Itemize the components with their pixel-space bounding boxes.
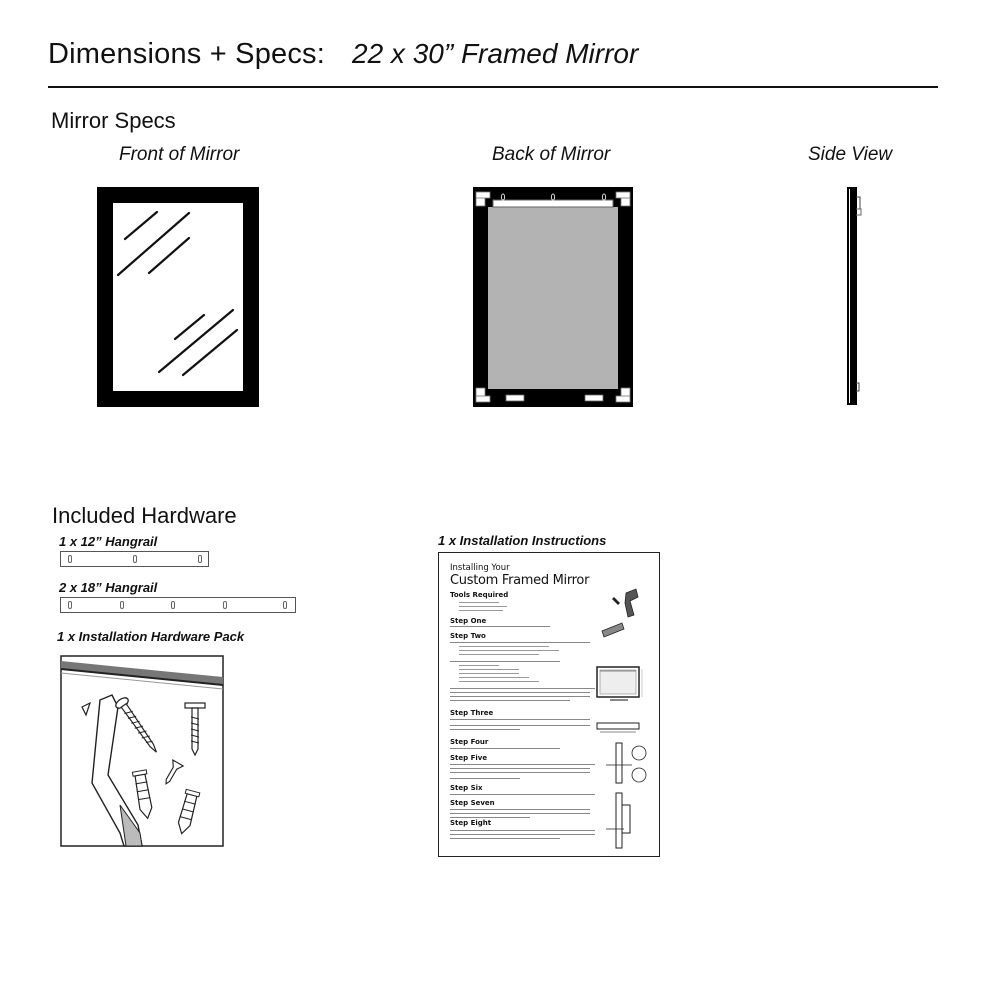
- instructions-document: [438, 552, 660, 857]
- doc-step-2: Step Two: [450, 632, 486, 640]
- doc-step-5: Step Five: [450, 754, 488, 762]
- hangrail-18-label: 2 x 18” Hangrail: [59, 580, 158, 595]
- page-title: Dimensions + Specs:: [48, 38, 326, 70]
- doc-tools-heading: Tools Required: [450, 591, 509, 599]
- doc-step-3: Step Three: [450, 709, 494, 717]
- hangrail-12-illustration: [60, 551, 209, 567]
- instructions-label: 1 x Installation Instructions: [438, 533, 607, 548]
- doc-step-4: Step Four: [450, 738, 489, 746]
- hangrail-18-illustration: [60, 597, 296, 613]
- side-view-label: Side View: [808, 144, 893, 165]
- side-view-illustration: [845, 187, 865, 407]
- doc-title-line2: Custom Framed Mirror: [450, 573, 590, 588]
- included-hardware-heading: Included Hardware: [52, 503, 237, 528]
- doc-step-1: Step One: [450, 617, 487, 625]
- mirror-specs-heading: Mirror Specs: [51, 108, 176, 133]
- hardware-pack-label: 1 x Installation Hardware Pack: [57, 629, 245, 644]
- back-of-mirror-label: Back of Mirror: [492, 144, 611, 165]
- doc-step-8: Step Eight: [450, 819, 492, 827]
- doc-diagrams: [594, 583, 656, 853]
- page-subtitle: 22 x 30” Framed Mirror: [352, 38, 639, 69]
- hangrail-12-label: 1 x 12” Hangrail: [59, 534, 158, 549]
- header-divider: [48, 86, 938, 88]
- front-of-mirror-illustration: [97, 187, 259, 407]
- front-of-mirror-label: Front of Mirror: [119, 144, 240, 165]
- doc-step-6: Step Six: [450, 784, 483, 792]
- back-of-mirror-illustration: [473, 187, 633, 407]
- doc-title-line1: Installing Your: [450, 563, 510, 573]
- doc-step-7: Step Seven: [450, 799, 495, 807]
- hardware-pack-illustration: [60, 655, 224, 847]
